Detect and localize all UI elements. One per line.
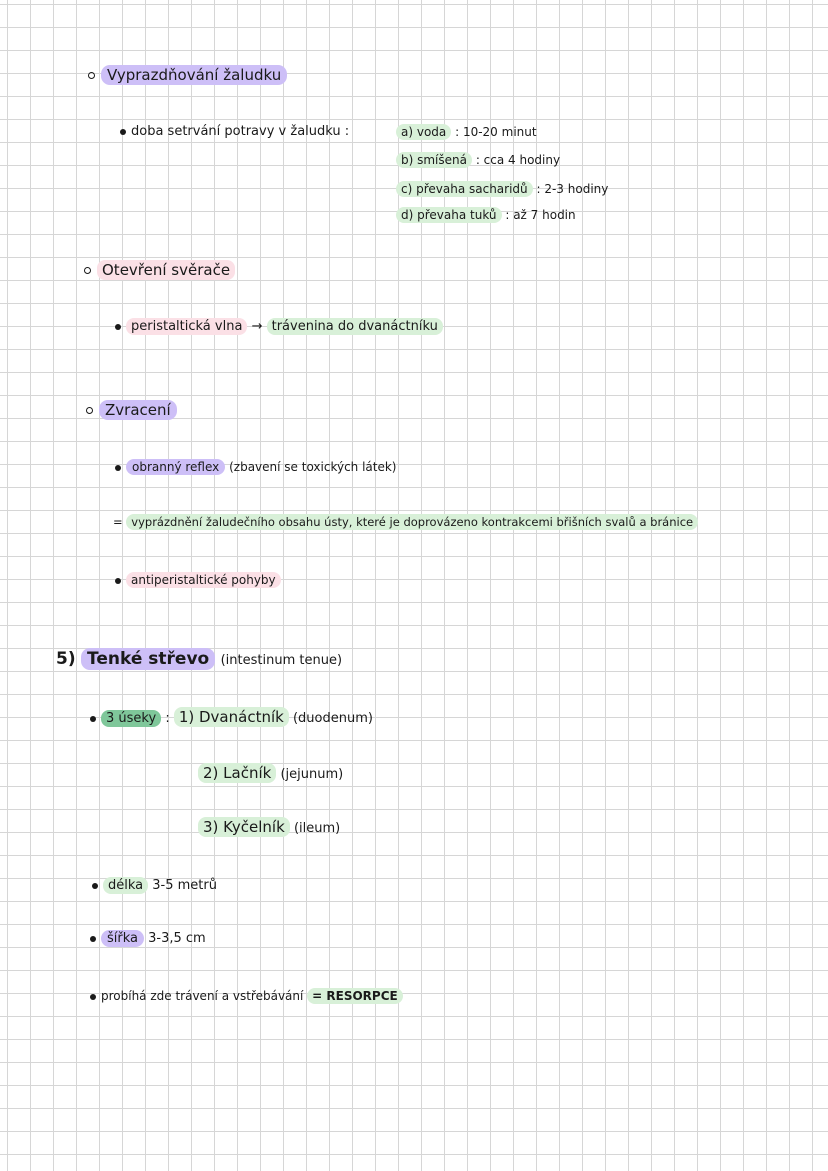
retention-bullet: doba setrvání potravy v žaludku : <box>120 123 349 141</box>
bullet-icon <box>120 129 126 135</box>
vomiting-definition: = vyprázdnění žaludečního obsahu ústy, které je doprovázeno kontrakcemi břišních svalů a bránice <box>113 513 698 531</box>
segment-jejunum: 2) Lačník (jejunum) <box>198 764 343 784</box>
retention-item-d: d) převaha tuků : až 7 hodin <box>396 206 576 224</box>
arrow-right-icon: → <box>251 319 263 334</box>
section-heading-small-intestine: 5) Tenké střevo (intestinum tenue) <box>56 649 343 669</box>
bullet-icon <box>115 578 121 584</box>
vomiting-reflex-bullet: obranný reflex (zbavení se toxických látek) <box>115 458 397 476</box>
bullet-icon <box>90 994 96 1000</box>
bullet-icon <box>115 324 121 330</box>
antiperistaltic-bullet: antiperistaltické pohyby <box>115 571 281 589</box>
segments-line: 3 úseky : 1) Dvanáctník (duodenum) <box>90 708 373 728</box>
retention-item-b: b) smíšená : cca 4 hodiny <box>396 151 560 169</box>
retention-item-c: c) převaha sacharidů : 2-3 hodiny <box>396 180 608 198</box>
resorption-line: probíhá zde trávení a vstřebávání = RESORPCE <box>90 987 403 1005</box>
ring-bullet-icon <box>84 267 91 274</box>
segment-ileum: 3) Kyčelník (ileum) <box>198 818 340 838</box>
ring-bullet-icon <box>88 72 95 79</box>
bullet-icon <box>92 883 98 889</box>
width-line: šířka 3-3,5 cm <box>90 930 206 948</box>
bullet-icon <box>90 716 96 722</box>
section-heading-emptying: Vyprazdňování žaludku <box>88 66 287 84</box>
section-heading-vomiting: Zvracení <box>86 401 177 419</box>
peristalsis-line: peristaltická vlna → trávenina do dvanáctníku <box>115 318 443 336</box>
bullet-icon <box>90 936 96 942</box>
ring-bullet-icon <box>86 407 93 414</box>
section-heading-sphincter: Otevření svěrače <box>84 261 235 279</box>
bullet-icon <box>115 465 121 471</box>
length-line: délka 3-5 metrů <box>92 877 217 895</box>
retention-item-a: a) voda : 10-20 minut <box>396 123 537 141</box>
